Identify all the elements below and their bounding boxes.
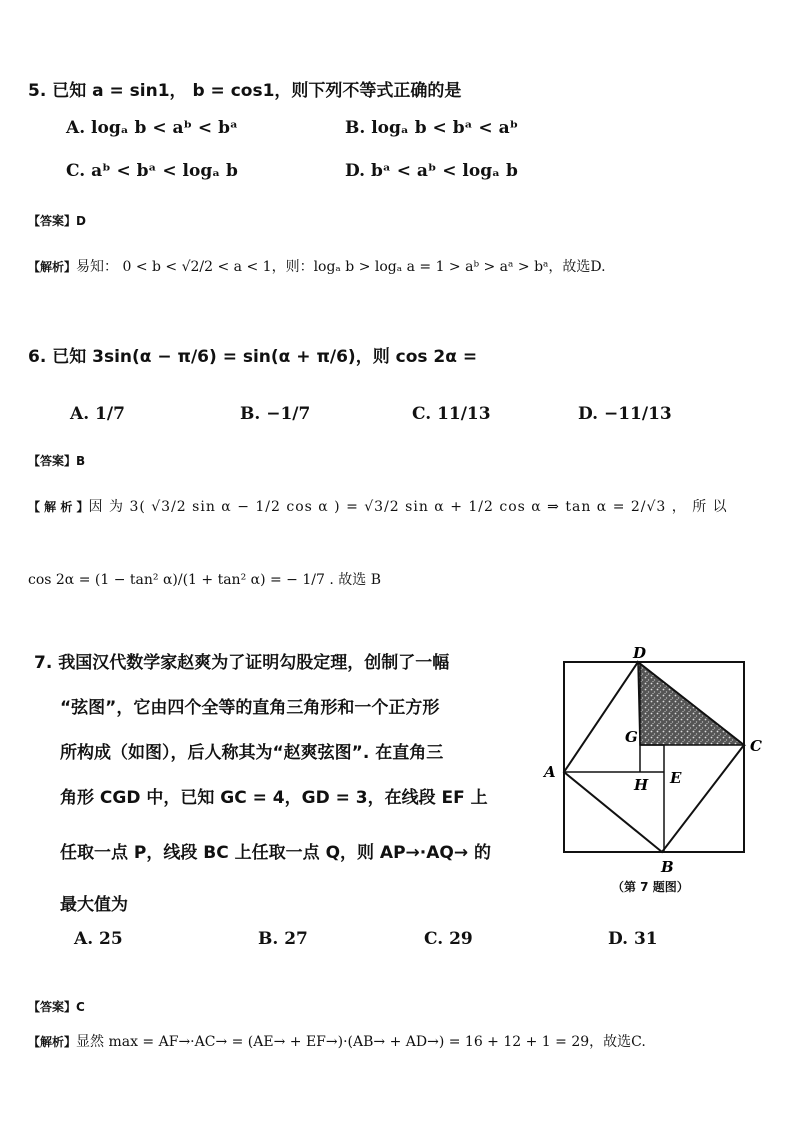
q7-figure-caption: （第 7 题图） xyxy=(612,880,689,894)
q7-stem-line-5: 任取一点 P，线段 BC 上任取一点 Q，则 AP→·AQ→ 的 xyxy=(60,843,492,863)
q6-analysis-row xyxy=(28,496,728,516)
q5-option-b: B. logₐ b < bᵃ < aᵇ xyxy=(345,118,519,138)
q7-figure xyxy=(530,640,770,900)
q7-stem-line-3: 所构成（如图），后人称其为“赵爽弦图”. 在直角三 xyxy=(60,743,444,763)
label-d: D xyxy=(633,644,647,662)
q7-option-c: C. 29 xyxy=(424,929,473,949)
q7-analysis: 显然 max = AF→·AC→ = (AE→ + EF→)·(AB→ + AD→) = 16 + 12 + 1 = 29，故选C. xyxy=(76,1034,646,1050)
label-b: B xyxy=(661,858,674,876)
q7-stem-line-2: “弦图”，它由四个全等的直角三角形和一个正方形 xyxy=(60,698,440,718)
q5-stem: 5. 已知 a = sin1， b = cos1，则下列不等式正确的是 xyxy=(28,81,462,101)
q5-answer-row xyxy=(28,210,86,229)
label-g: G xyxy=(625,728,638,746)
q7-answer: C xyxy=(76,1000,85,1014)
q7-analysis-tag: 【解析】 xyxy=(28,1035,77,1049)
label-h: H xyxy=(634,776,649,794)
q5-option-d: D. bᵃ < aᵇ < logₐ b xyxy=(345,161,518,181)
q6-option-c: C. 11/13 xyxy=(412,404,491,424)
label-a: A xyxy=(544,763,556,781)
q5-analysis: 易知： 0 < b < √2/2 < a < 1，则：logₐ b > logₐ a = 1 > aᵇ > aᵃ > bᵃ，故选D. xyxy=(76,259,606,275)
q7-stem-line-1: 7. 我国汉代数学家赵爽为了证明勾股定理，创制了一幅 xyxy=(34,653,450,673)
q6-answer-tag: 【答案】 xyxy=(28,454,77,468)
label-e: E xyxy=(670,769,682,787)
q7-option-b: B. 27 xyxy=(258,929,308,949)
q6-analysis-line2: cos 2α = (1 − tan² α)/(1 + tan² α) = − 1/7 . 故选 B xyxy=(28,572,381,588)
q6-option-a: A. 1/7 xyxy=(70,404,125,424)
q7-answer-row xyxy=(28,996,85,1015)
q6-answer: B xyxy=(76,454,86,468)
q7-option-d: D. 31 xyxy=(608,929,658,949)
q7-analysis-row xyxy=(28,1031,646,1051)
q5-option-a: A. logₐ b < aᵇ < bᵃ xyxy=(66,118,238,138)
q7-stem-line-6: 最大值为 xyxy=(60,895,128,915)
label-c: C xyxy=(750,737,762,755)
q7-answer-tag: 【答案】 xyxy=(28,1000,77,1014)
q6-option-d: D. −11/13 xyxy=(578,404,672,424)
q5-answer: D xyxy=(76,214,86,228)
q5-option-c: C. aᵇ < bᵃ < logₐ b xyxy=(66,161,238,181)
q7-stem-line-4: 角形 CGD 中，已知 GC = 4，GD = 3，在线段 EF 上 xyxy=(60,788,488,808)
q6-analysis-tag: 【 解 析 】 xyxy=(28,500,89,514)
q6-analysis-line1: 因 为 3( √3/2 sin α − 1/2 cos α ) = √3/2 sin α + 1/2 cos α ⇒ tan α = 2/√3 ， 所 以 xyxy=(88,499,728,515)
q5-answer-tag: 【答案】 xyxy=(28,214,77,228)
q6-stem: 6. 已知 3sin(α − π/6) = sin(α + π/6)，则 cos 2α = xyxy=(28,347,478,367)
q6-answer-row xyxy=(28,450,85,469)
q7-option-a: A. 25 xyxy=(74,929,123,949)
q5-analysis-tag: 【解析】 xyxy=(28,260,77,274)
q6-option-b: B. −1/7 xyxy=(240,404,311,424)
q5-analysis-row xyxy=(28,256,606,276)
